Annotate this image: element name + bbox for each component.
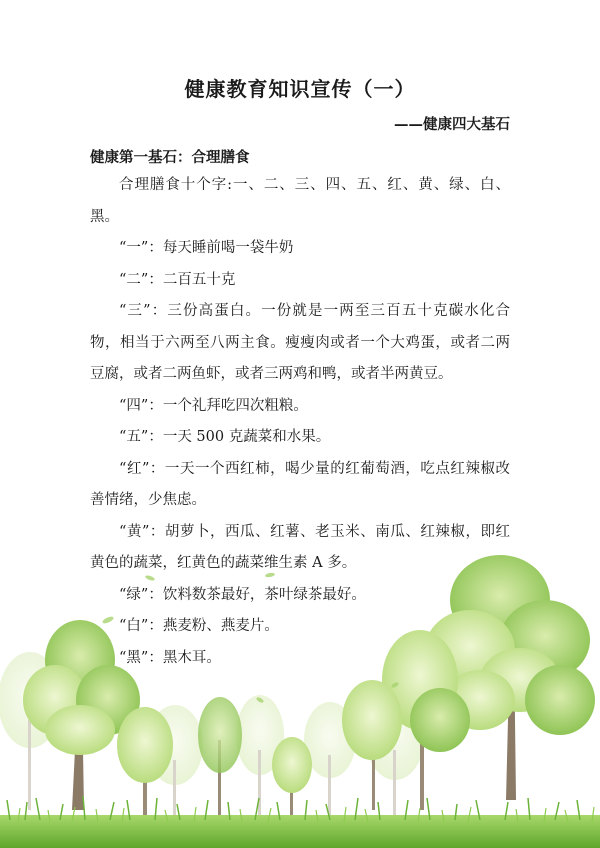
paragraph-two: “二”：二百五十克 — [119, 271, 236, 288]
paragraph-yellow: “黄”：胡萝卜，西瓜、红薯、老玉米、南瓜、红辣椒，即红黄色的蔬菜，红黄色的蔬菜维生素 A 多。 — [90, 523, 510, 571]
document-title: 健康教育知识宣传（一） — [184, 77, 416, 101]
body-text — [90, 170, 510, 674]
paragraph-five: “五”：一天 500 克蔬菜和水果。 — [119, 429, 331, 445]
paragraph-three: “三”：三份高蛋白。一份就是一两至三百五十克碳水化合物，相当于六两至八两主食。瘦瘦肉或者一个大鸡蛋，或者二两豆腐，或者二两鱼虾，或者三两鸡和鸭，或者半两黄豆。 — [90, 303, 510, 382]
paragraph-black: “黑”：黑木耳。 — [119, 649, 221, 666]
paragraph-intro: 合理膳食十个字:一、二、三、四、五、红、黄、绿、白、黑。 — [90, 177, 510, 225]
section-heading: 健康第一基石：合理膳食 — [90, 150, 250, 166]
document-subtitle: ——健康四大基石 — [394, 117, 510, 133]
paragraph-one: “一”：每天睡前喝一袋牛奶 — [119, 240, 294, 256]
paragraph-white: “白”：燕麦粉、燕麦片。 — [119, 618, 279, 634]
paragraph-red: “红”：一天一个西红柿，喝少量的红葡萄酒，吃点红辣椒改善情绪，少焦虑。 — [90, 460, 510, 508]
paragraph-four: “四”：一个礼拜吃四次粗粮。 — [119, 397, 308, 414]
paragraph-green: “绿”：饮料数茶最好，茶叶绿茶最好。 — [119, 586, 366, 603]
